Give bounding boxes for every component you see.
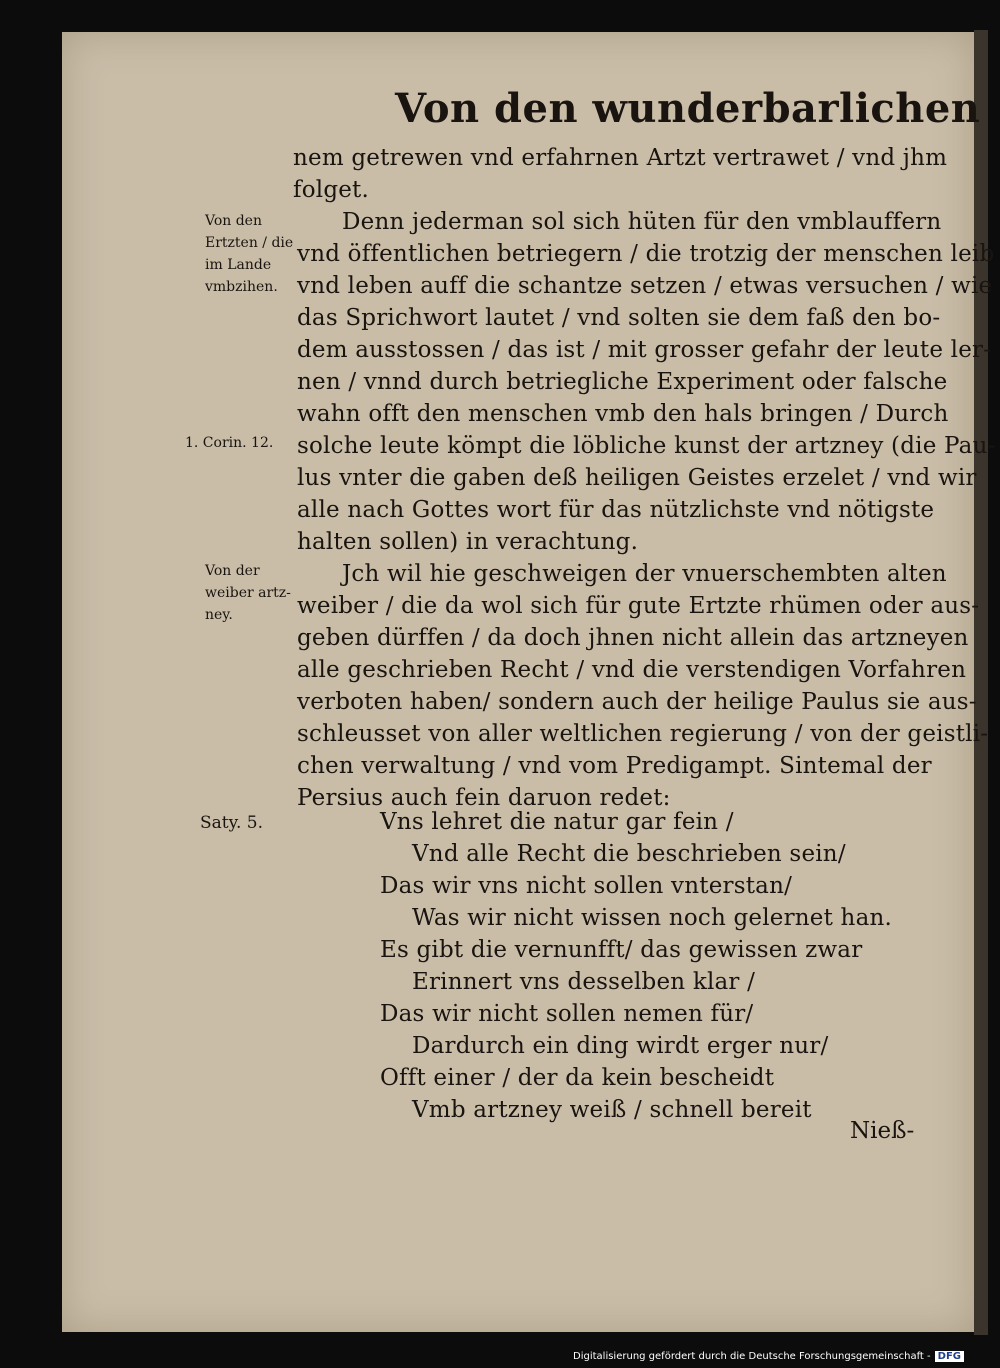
running-header: Von den wunderbarlichen xyxy=(395,85,981,132)
body-line: alle nach Gottes wort für das nützlichste vnd nötigste xyxy=(297,497,935,523)
margin-note-line: Von der xyxy=(205,563,260,579)
margin-note-line: weiber artz- xyxy=(205,585,291,601)
verse-line: Das wir vns nicht sollen vnterstan/ xyxy=(380,873,793,899)
body-line: halten sollen) in verachtung. xyxy=(297,529,639,555)
body-line: verboten haben/ sondern auch der heilige Paulus sie aus- xyxy=(297,689,977,715)
body-line: schleusset von aller weltlichen regierung / von der geistli- xyxy=(297,721,989,747)
body-line: Persius auch fein daruon redet: xyxy=(297,785,671,811)
margin-note-line: ney. xyxy=(205,607,233,623)
verse-line: Offt einer / der da kein bescheidt xyxy=(380,1065,775,1091)
margin-note-line: Saty. 5. xyxy=(200,813,263,833)
body-line: lus vnter die gaben deß heiligen Geistes erzelet / vnd wir xyxy=(297,465,977,491)
verse-line: Vns lehret die natur gar fein / xyxy=(380,809,734,835)
margin-note-line: im Lande xyxy=(205,257,272,273)
body-line: vnd öffentlichen betriegern / die trotzig der menschen leib xyxy=(297,241,995,267)
verse-line: Was wir nicht wissen noch gelernet han. xyxy=(412,905,893,931)
body-line: nem getrewen vnd erfahrnen Artzt vertrawet / vnd jhm xyxy=(293,145,948,171)
footer-text: Digitalisierung gefördert durch die Deutsche Forschungsgemeinschaft - xyxy=(573,1351,931,1362)
dfg-logo: DFG xyxy=(935,1351,964,1362)
verse-line: Das wir nicht sollen nemen für/ xyxy=(380,1001,754,1027)
verse-line: Vmb artzney weiß / schnell bereit xyxy=(412,1097,812,1123)
margin-note-line: vmbzihen. xyxy=(205,279,278,295)
body-line: geben dürffen / da doch jhnen nicht allein das artzneyen xyxy=(297,625,969,651)
margin-note-line: Ertzten / die xyxy=(205,235,294,251)
body-line: nen / vnnd durch betriegliche Experiment oder falsche xyxy=(297,369,948,395)
body-line: vnd leben auff die schantze setzen / etwas versuchen / wie xyxy=(297,273,993,299)
verse-line: Vnd alle Recht die beschrieben sein/ xyxy=(412,841,846,867)
verse-line: Dardurch ein ding wirdt erger nur/ xyxy=(412,1033,829,1059)
body-line: solche leute kömpt die löbliche kunst der artzney (die Pau- xyxy=(297,433,996,459)
body-line: das Sprichwort lautet / vnd solten sie dem faß den bo- xyxy=(297,305,941,331)
body-line: alle geschrieben Recht / vnd die verstendigen Vorfahren xyxy=(297,657,967,683)
margin-note-women xyxy=(205,560,291,626)
body-line: folget. xyxy=(293,177,370,203)
catchword: Nieß- xyxy=(850,1118,915,1144)
margin-note-line: Von den xyxy=(205,213,262,229)
margin-note-line: 1. Corin. 12. xyxy=(185,435,274,451)
body-line: weiber / die da wol sich für gute Ertzte rhümen oder aus- xyxy=(297,593,980,619)
body-line: Jch wil hie geschweigen der vnuerschembten alten xyxy=(342,561,947,587)
verse-line: Es gibt die vernunfft/ das gewissen zwar xyxy=(380,937,863,963)
margin-note-corinthians xyxy=(185,432,273,454)
body-line: Denn jederman sol sich hüten für den vmblauffern xyxy=(342,209,942,235)
body-line: wahn offt den menschen vmb den hals bringen / Durch xyxy=(297,401,949,427)
digitization-footer xyxy=(573,1351,964,1362)
margin-note-satire xyxy=(200,812,263,834)
verse-line: Erinnert vns desselben klar / xyxy=(412,969,756,995)
margin-note-physicians xyxy=(205,210,293,298)
body-line: dem ausstossen / das ist / mit grosser gefahr der leute ler- xyxy=(297,337,992,363)
page-edge xyxy=(974,30,988,1335)
body-line: chen verwaltung / vnd vom Predigampt. Sintemal der xyxy=(297,753,932,779)
